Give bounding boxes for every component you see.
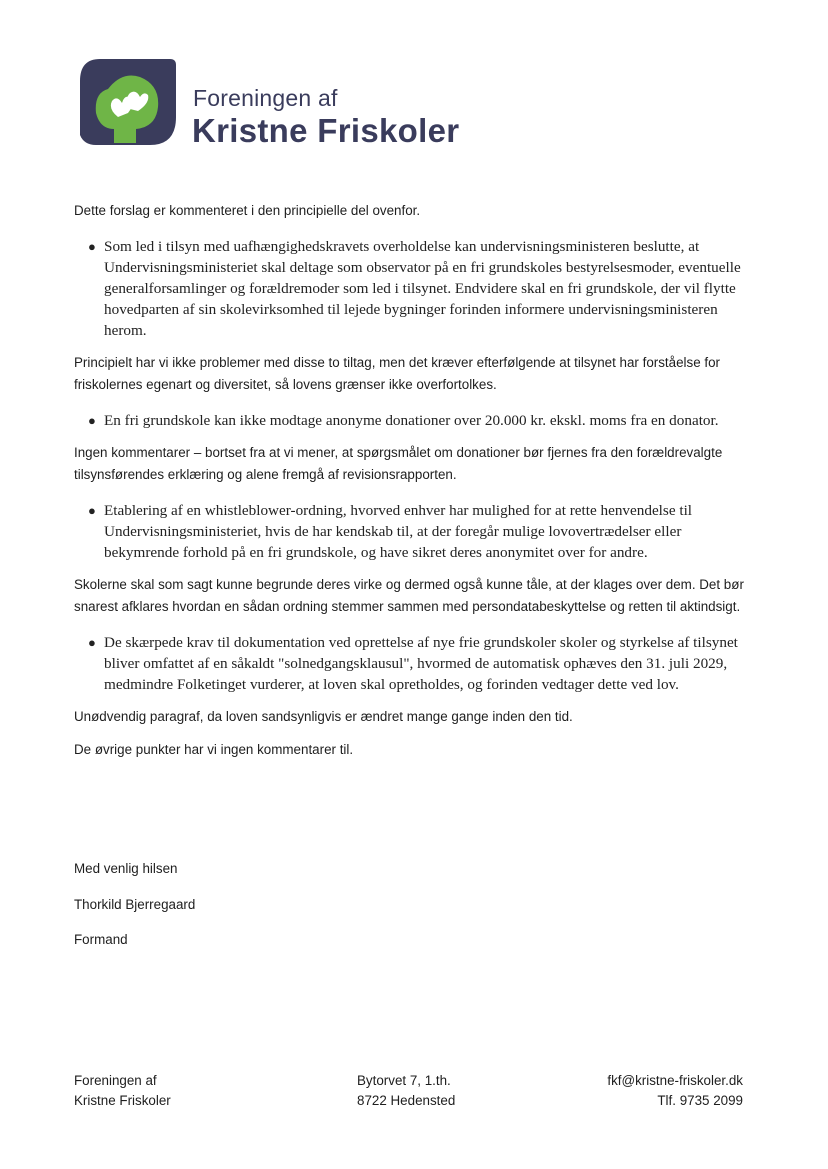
footer-address	[357, 1071, 455, 1111]
footer-organization	[74, 1071, 171, 1111]
signature-title: Formand	[74, 932, 128, 947]
bullet-list-3	[74, 500, 754, 563]
bullet-dot-icon: ●	[88, 413, 96, 428]
signature-name: Thorkild Bjerregaard	[74, 897, 196, 912]
bullet-text: En fri grundskole kan ikke modtage anonyme donationer over 20.000 kr. ekskl. moms fra en donator.	[104, 412, 719, 429]
logo-text-line1: Foreningen af	[193, 85, 338, 111]
paragraph-intro: Dette forslag er kommenteret i den principielle del ovenfor.	[74, 203, 421, 218]
bullet-list-1	[74, 236, 754, 341]
bullet-item	[88, 500, 754, 563]
bullet-text: De skærpede krav til dokumentation ved oprettelse af nye frie grundskoler skoler og styrkelse af tilsynet bliver omfattet af en såkaldt "solnedgangsklausul", hvormed de automatisk ophæves den 31. juli 2029, medmindre Folketinget vurderer, at loven skal opretholdes, og forinden vedtager dette ved lov.	[104, 634, 738, 693]
bullet-item	[88, 410, 754, 431]
footer-email-link[interactable]: fkf@kristne-friskoler.dk	[607, 1073, 743, 1088]
bullet-item	[88, 632, 754, 695]
paragraph-comment: Unødvendig paragraf, da loven sandsynligvis er ændret mange gange inden den tid.	[74, 709, 573, 724]
footer-phone: Tlf. 9735 2099	[657, 1093, 743, 1108]
paragraph-closing: De øvrige punkter har vi ingen kommentarer til.	[74, 742, 354, 757]
bullet-dot-icon: ●	[88, 503, 96, 518]
footer-contact	[607, 1071, 743, 1111]
footer-org-line1: Foreningen af	[74, 1073, 157, 1088]
bullet-item	[88, 236, 754, 341]
bullet-dot-icon: ●	[88, 239, 96, 254]
logo-text-line2: Kristne Friskoler	[192, 112, 460, 149]
bullet-dot-icon: ●	[88, 635, 96, 650]
footer-address-line2: 8722 Hedensted	[357, 1093, 456, 1108]
bullet-list-2	[74, 410, 754, 431]
paragraph-comment: Ingen kommentarer – bortset fra at vi mener, at spørgsmålet om donationer bør fjernes fra den forældrevalgte tilsynsførendes erklæring og alene fremgå af revisionsrapporten.	[74, 445, 723, 482]
paragraph-comment: Skolerne skal som sagt kunne begrunde deres virke og dermed også kunne tåle, at der klages over dem. Det bør snarest afklares hvordan en sådan ordning stemmer sammen med persondatabeskyttelse og retten til aktindsigt.	[74, 577, 744, 614]
footer-address-line1: Bytorvet 7, 1.th.	[357, 1073, 451, 1088]
paragraph-comment: Principielt har vi ikke problemer med disse to tiltag, men det kræver efterfølgende at tilsynet har forståelse for friskolernes egenart og diversitet, så lovens grænser ikke overfortolkes.	[74, 355, 721, 392]
footer-org-line2: Kristne Friskoler	[74, 1093, 171, 1108]
bullet-list-4	[74, 632, 754, 695]
logo-tree-icon	[78, 55, 178, 150]
signature-greeting: Med venlig hilsen	[74, 861, 178, 876]
bullet-text: Som led i tilsyn med uafhængighedskravets overholdelse kan undervisningsministeren beslutte, at Undervisningsministeriet skal deltage som observator på en fri grundskoles bestyrelsesmoder, eventuelle generalforsamlinger og forældremoder som led i tilsynet. Endvidere skal en fri grundskole, der vil flytte hovedparten af sin skolevirksomhed til lejede bygninger forinden informere undervisningsministeren herom.	[104, 238, 741, 339]
bullet-text: Etablering af en whistleblower-ordning, hvorved enhver har mulighed for at rette henvendelse til Undervisningsministeriet, hvis de har kendskab til, at der foregår mulige lovovertrædelser eller bekymrende forhold på en fri grundskole, og have sikret deres anonymitet over for andre.	[104, 502, 693, 561]
letter-body	[74, 200, 754, 772]
